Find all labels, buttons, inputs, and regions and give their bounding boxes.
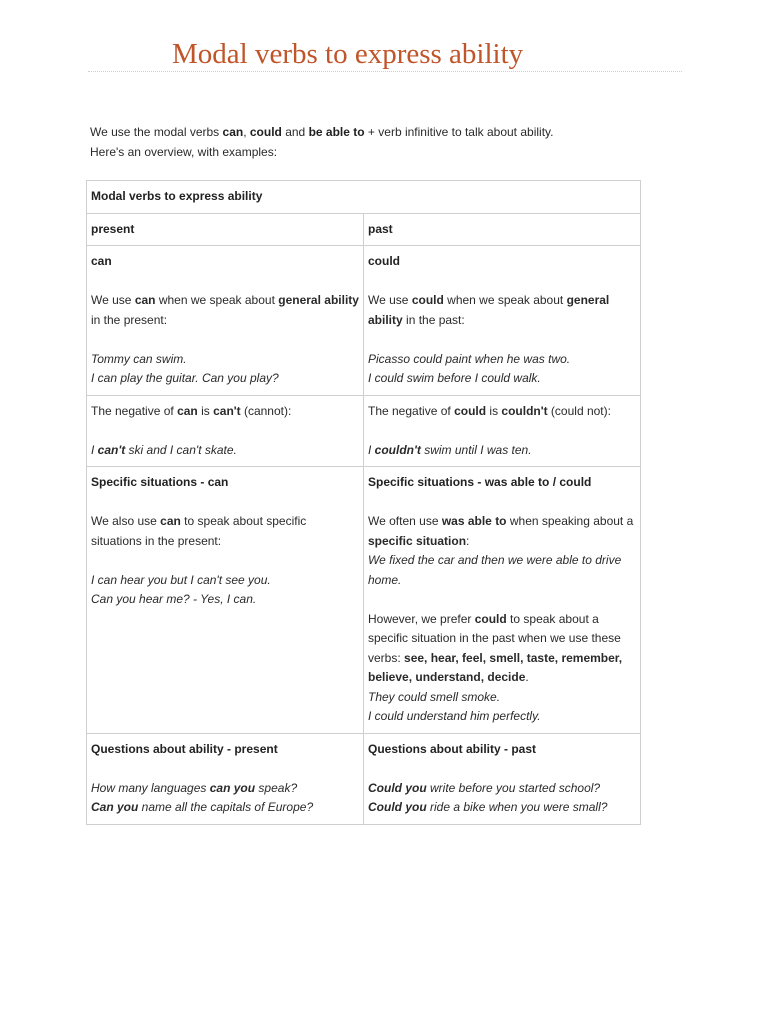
cell-heading: could: [368, 254, 400, 268]
cell-text: The negative of could is couldn't (could not):: [368, 403, 611, 418]
table-row: [87, 395, 641, 467]
example-sentence: They could smell smoke.: [368, 689, 501, 704]
cell-questions-past: [364, 733, 641, 824]
cell-text: We use could when we speak about general ability in the past:: [368, 293, 610, 327]
column-header-past: past: [364, 213, 641, 246]
cell-could-general: [364, 246, 641, 396]
table-row: [87, 733, 641, 824]
example-sentence: I can play the guitar. Can you play?: [91, 371, 279, 385]
cell-can-negative: [87, 395, 364, 467]
cell-heading: Specific situations - was able to / could: [368, 475, 592, 489]
table-row: [87, 467, 641, 734]
column-header-present: present: [87, 213, 364, 246]
example-sentence: How many languages can you speak?: [91, 780, 298, 795]
intro-line-1: We use the modal verbs can, could and be able to + verb infinitive to talk about ability.: [90, 125, 554, 139]
table-header-row: [87, 213, 641, 246]
example-sentence: Tommy can swim.: [91, 351, 187, 366]
example-sentence: I could understand him perfectly.: [368, 709, 541, 723]
cell-text: We use can when we speak about general ability in the present:: [91, 293, 359, 327]
intro-paragraph: [90, 122, 690, 162]
cell-could-negative: [364, 395, 641, 467]
cell-questions-present: [87, 733, 364, 824]
table-row: [87, 246, 641, 396]
example-sentence: Could you write before you started school?: [368, 780, 601, 795]
cell-can-specific: [87, 467, 364, 734]
intro-line-2: Here's an overview, with examples:: [90, 145, 278, 159]
example-sentence: I could swim before I could walk.: [368, 371, 541, 385]
table-caption: Modal verbs to express ability: [87, 181, 641, 214]
cell-can-general: [87, 246, 364, 396]
cell-could-specific: [364, 467, 641, 734]
example-sentence: I can hear you but I can't see you.: [91, 572, 271, 587]
cell-text: The negative of can is can't (cannot):: [91, 403, 292, 418]
title-divider: [88, 71, 682, 72]
example-sentence: Can you hear me? - Yes, I can.: [91, 592, 257, 606]
cell-heading: Specific situations - can: [91, 475, 229, 489]
cell-heading: can: [91, 254, 112, 268]
ability-table: [86, 180, 641, 825]
table-caption-row: [87, 181, 641, 214]
example-sentence: I couldn't swim until I was ten.: [368, 442, 532, 457]
example-sentence: We fixed the car and then we were able to drive home.: [368, 553, 622, 587]
example-sentence: Picasso could paint when he was two.: [368, 351, 571, 366]
cell-heading: Questions about ability - past: [368, 741, 537, 756]
cell-text: However, we prefer could to speak about a specific situation in the past when we use these verbs: see, hear, feel, smell, taste, remember, believe, understand, decide.: [368, 611, 623, 684]
cell-text: We also use can to speak about specific situations in the present:: [91, 514, 307, 548]
example-sentence: Could you ride a bike when you were small?: [368, 800, 608, 814]
cell-heading: Questions about ability - present: [91, 741, 278, 756]
page-title: Modal verbs to express ability: [172, 38, 524, 70]
example-sentence: I can't ski and I can't skate.: [91, 442, 237, 457]
cell-text: We often use was able to when speaking about a specific situation:: [368, 514, 634, 548]
example-sentence: Can you name all the capitals of Europe?: [91, 800, 314, 814]
